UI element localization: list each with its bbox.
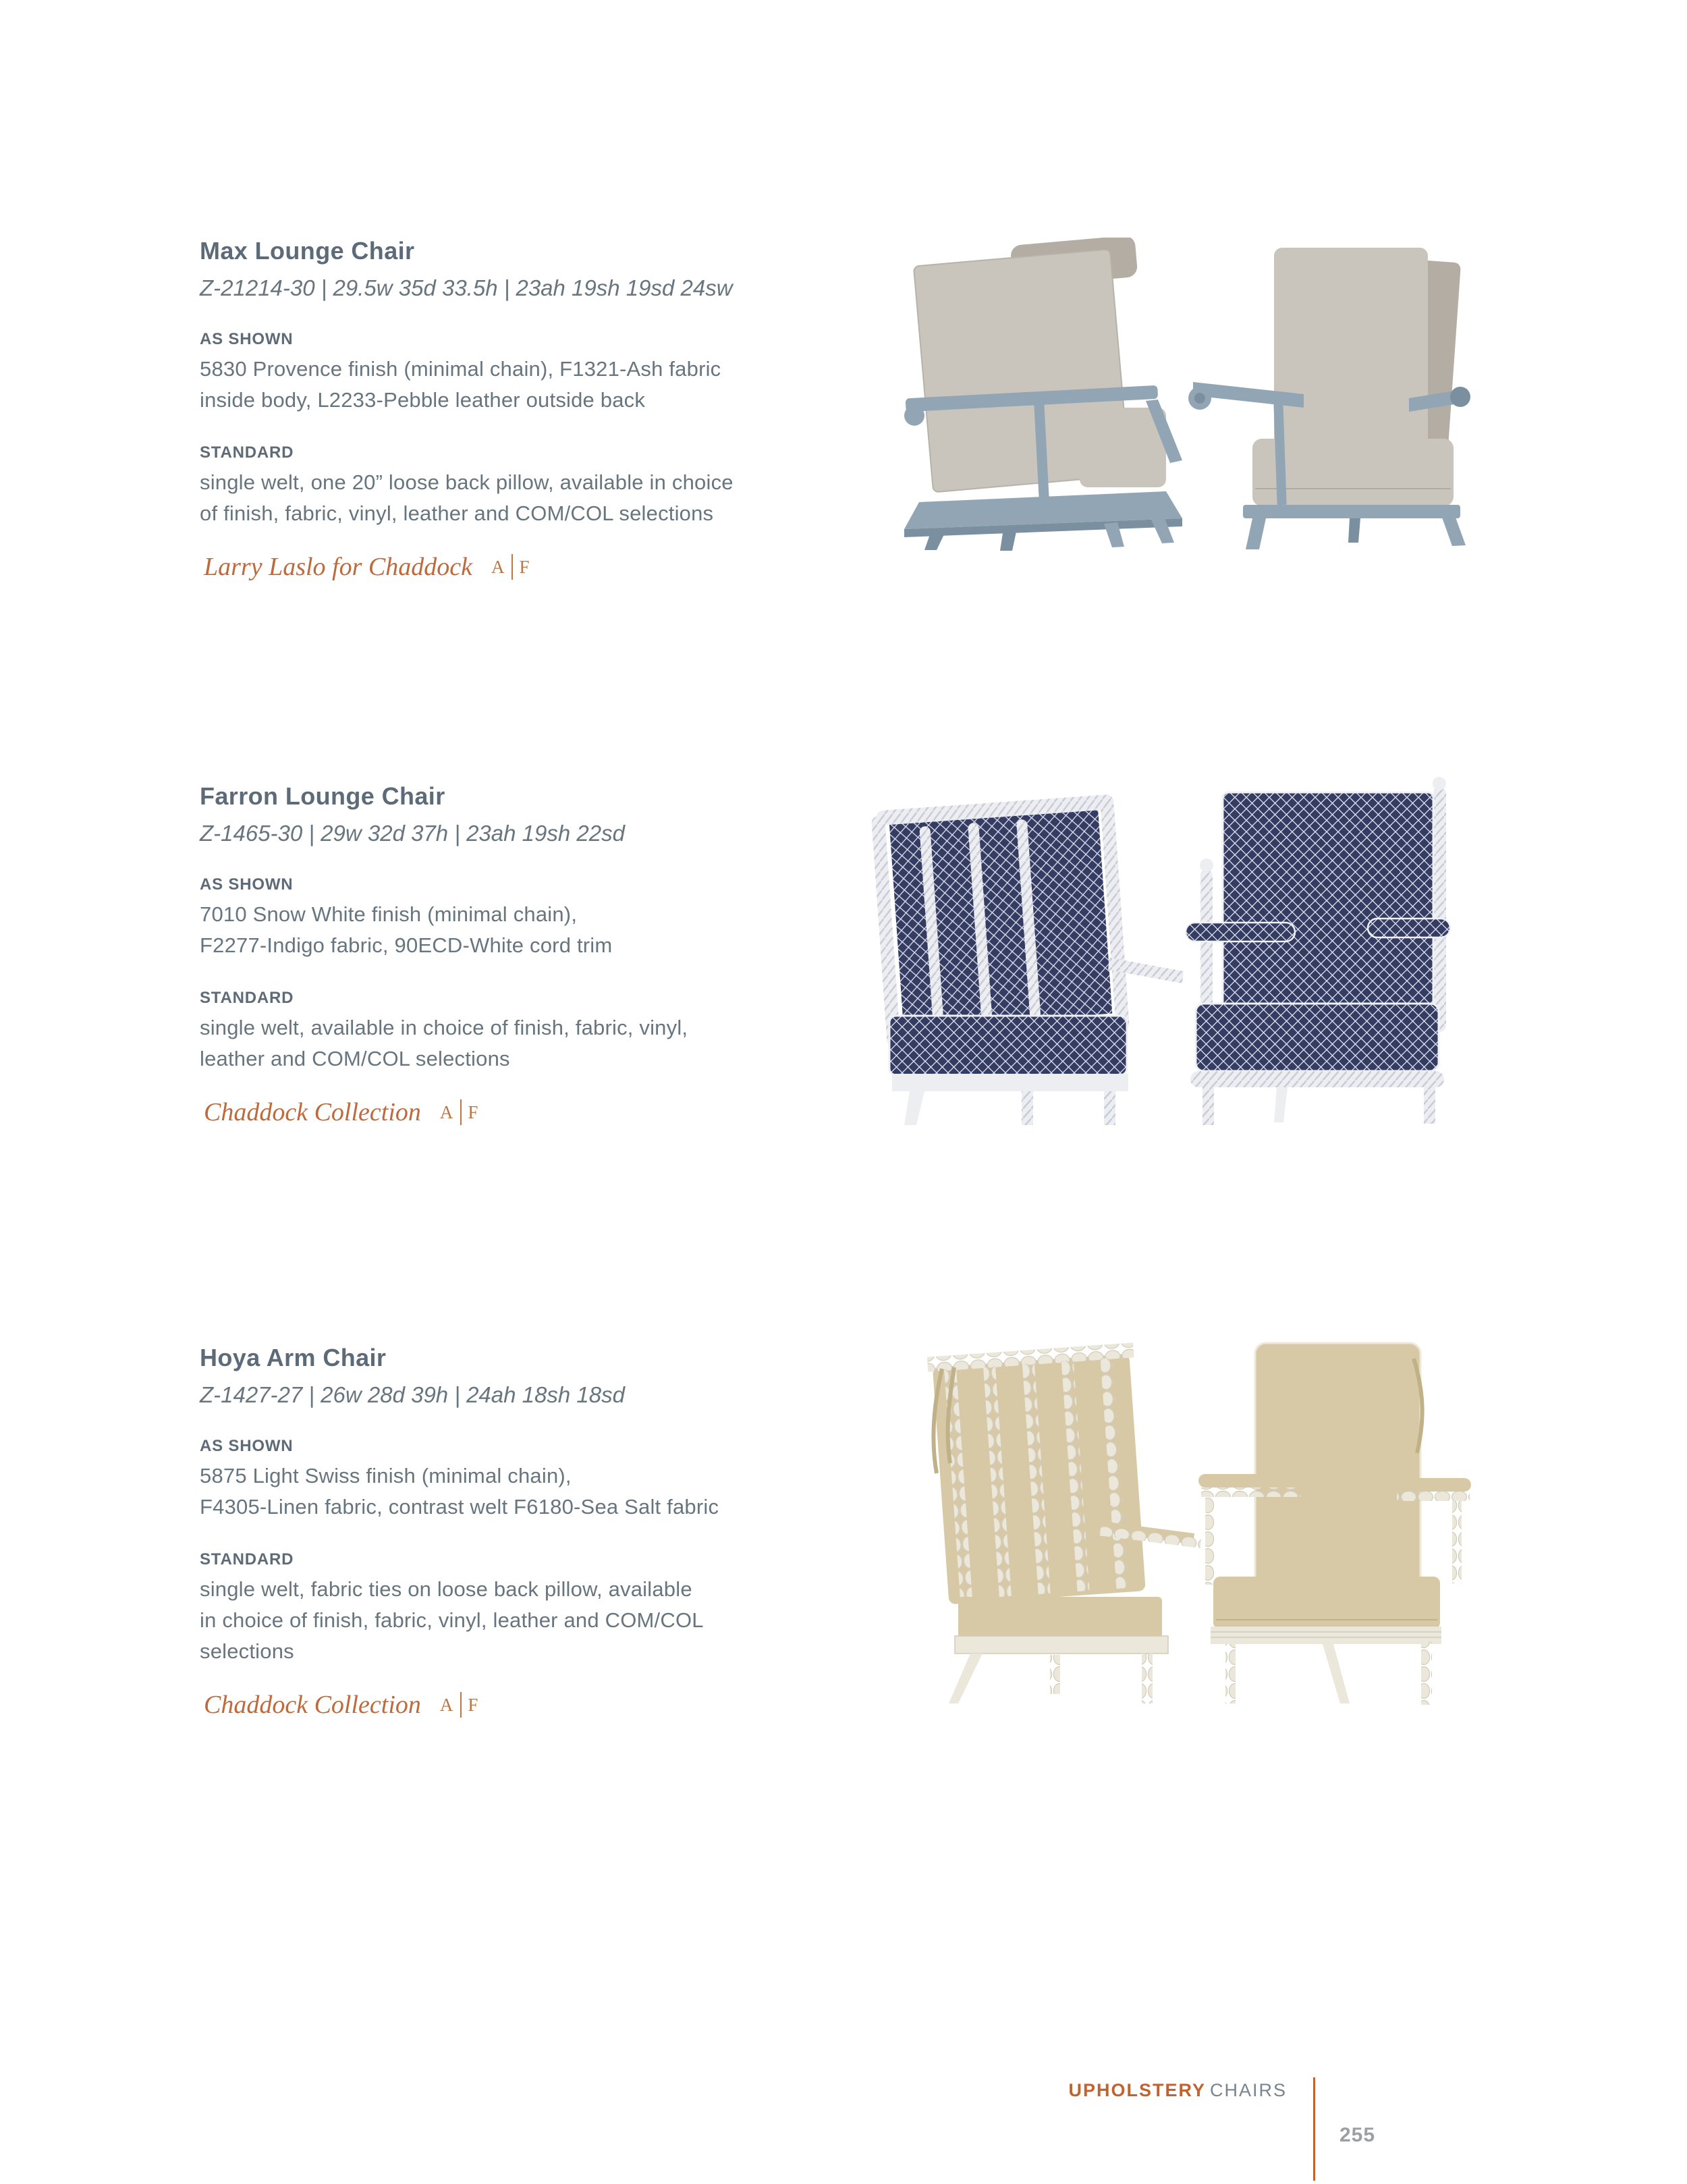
standard-label: STANDARD — [200, 1550, 294, 1568]
text-line: single welt, available in choice of finish, fabric, vinyl, — [200, 1016, 688, 1039]
page-number: 255 — [1339, 2124, 1376, 2146]
text-line: selections — [200, 1639, 294, 1663]
text-line: F4305-Linen fabric, contrast welt F6180-Sea Salt fabric — [200, 1495, 719, 1519]
product-section-hoya — [200, 1343, 895, 1720]
product-title: Farron Lounge Chair — [200, 782, 445, 810]
product-photo-hoya — [877, 1328, 1471, 1708]
product-title: Max Lounge Chair — [200, 237, 415, 265]
as-shown-text — [200, 899, 895, 961]
text-line: leather and COM/COL selections — [200, 1047, 510, 1070]
product-photo-farron — [845, 768, 1486, 1127]
footer-category: UPHOLSTERY — [1068, 2080, 1206, 2100]
af-mark: A F — [440, 1099, 480, 1125]
af-mark: A F — [440, 1692, 480, 1718]
attribution-line — [204, 552, 895, 582]
product-specs: Z-21214-30 | 29.5w 35d 33.5h | 23ah 19sh 19sd 24sw — [200, 275, 733, 300]
hoya-chair-illustration — [877, 1328, 1471, 1708]
farron-chair-illustration — [845, 768, 1486, 1127]
text-line: single welt, one 20” loose back pillow, available in choice — [200, 470, 734, 494]
footer-divider-rule — [1313, 2077, 1315, 2181]
product-photo-max — [877, 238, 1485, 551]
text-line: 7010 Snow White finish (minimal chain), — [200, 902, 578, 926]
text-line: inside body, L2233-Pebble leather outside back — [200, 388, 646, 412]
attribution-line — [204, 1690, 895, 1720]
footer-section: CHAIRS — [1209, 2080, 1287, 2100]
product-section-max — [200, 236, 895, 582]
attribution-name: Chaddock Collection — [204, 1691, 421, 1719]
standard-text — [200, 1574, 895, 1667]
as-shown-text — [200, 1460, 895, 1523]
product-section-farron — [200, 782, 895, 1127]
as-shown-text — [200, 354, 895, 416]
as-shown-label: AS SHOWN — [200, 875, 294, 894]
text-line: 5875 Light Swiss finish (minimal chain), — [200, 1464, 572, 1487]
attribution-line — [204, 1097, 895, 1127]
as-shown-label: AS SHOWN — [200, 330, 294, 348]
af-divider — [460, 1099, 462, 1125]
text-line: in choice of finish, fabric, vinyl, leather and COM/COL — [200, 1608, 704, 1632]
standard-text — [200, 467, 895, 529]
text-line: of finish, fabric, vinyl, leather and COM/COL selections — [200, 501, 714, 525]
standard-text — [200, 1012, 895, 1074]
af-divider — [460, 1692, 462, 1718]
af-divider — [511, 554, 513, 580]
text-line: single welt, fabric ties on loose back pillow, available — [200, 1577, 692, 1601]
attribution-name: Larry Laslo for Chaddock — [204, 553, 472, 581]
footer-section-label — [1012, 2080, 1287, 2101]
attribution-name: Chaddock Collection — [204, 1098, 421, 1126]
product-specs: Z-1427-27 | 26w 28d 39h | 24ah 18sh 18sd — [200, 1382, 625, 1407]
as-shown-label: AS SHOWN — [200, 1437, 294, 1455]
standard-label: STANDARD — [200, 989, 294, 1007]
max-chair-illustration — [877, 238, 1485, 551]
product-title: Hoya Arm Chair — [200, 1344, 387, 1371]
text-line: 5830 Provence finish (minimal chain), F1321-Ash fabric — [200, 357, 721, 381]
standard-label: STANDARD — [200, 443, 294, 462]
text-line: F2277-Indigo fabric, 90ECD-White cord trim — [200, 933, 613, 957]
af-mark: A F — [491, 554, 531, 580]
product-specs: Z-1465-30 | 29w 32d 37h | 23ah 19sh 22sd — [200, 821, 625, 846]
